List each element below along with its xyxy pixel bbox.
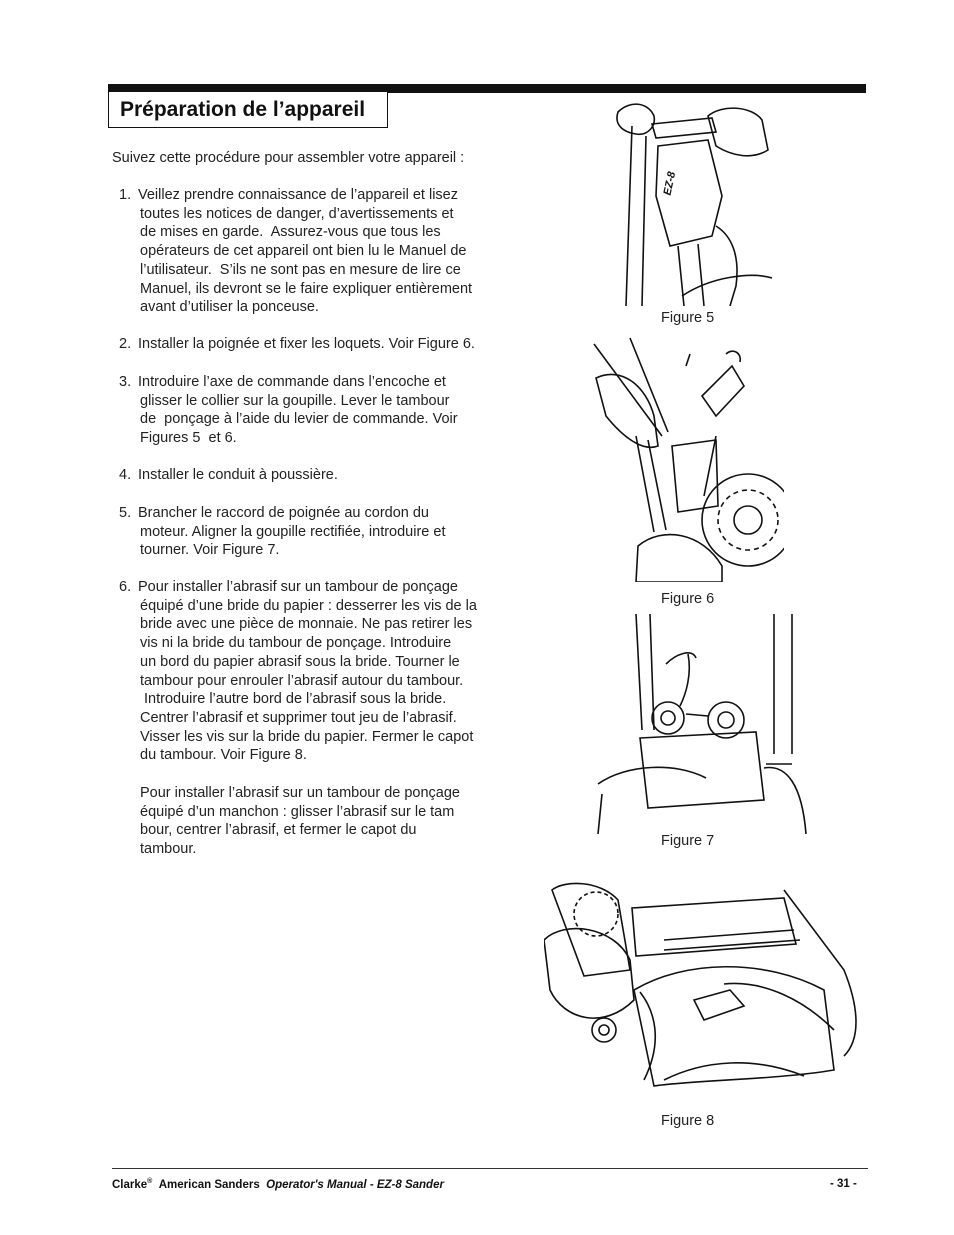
footer-left — [112, 1178, 444, 1191]
paragraph-line: bour, centrer l’abrasif, et fermer le capot du — [140, 822, 417, 839]
step-number: 1. — [119, 187, 132, 203]
step-2 — [119, 335, 519, 354]
step-line: Brancher le raccord de poignée au cordon du — [138, 505, 429, 521]
step-line: Veillez prendre connaissance de l’appareil et lisez — [138, 187, 458, 203]
step-line: moteur. Aligner la goupille rectifiée, introduire et — [140, 523, 446, 540]
step-line: Introduire l’axe de commande dans l’encoche et — [138, 374, 446, 390]
figure-6-caption: Figure 6 — [661, 591, 715, 607]
step-number: 4. — [119, 467, 132, 483]
step-5 — [119, 504, 519, 560]
step-line: de ponçage à l’aide du levier de commande. Voir — [140, 411, 458, 428]
step-number: 6. — [119, 579, 132, 595]
step-line: avant d’utiliser la ponceuse. — [140, 299, 319, 316]
step-line: Pour installer l’abrasif sur un tambour de ponçage — [138, 579, 458, 595]
step-number: 2. — [119, 336, 132, 352]
step-line: équipé d’une bride du papier : desserrer les vis de la — [140, 597, 477, 614]
paragraph-line: équipé d’un manchon : glisser l’abrasif sur le tam — [140, 803, 455, 820]
footer-company: American Sanders — [158, 1178, 260, 1191]
paragraph-line: tambour. — [140, 841, 197, 858]
step-line: un bord du papier abrasif sous la bride. Tourner le — [140, 653, 460, 670]
step-number: 5. — [119, 505, 132, 521]
step-line: opérateurs de cet appareil ont bien lu le Manuel de — [140, 243, 467, 260]
step-line: tambour pour enrouler l’abrasif autour du tambour. — [140, 672, 464, 689]
paragraph-line: Pour installer l’abrasif sur un tambour de ponçage — [140, 785, 460, 801]
step-line: l’utilisateur. S’ils ne sont pas en mesure de lire ce — [140, 261, 461, 278]
page-number: - 31 - — [830, 1178, 857, 1190]
footer-rule — [112, 1168, 868, 1169]
step-line: Centrer l’abrasif et supprimer tout jeu de l’abrasif. — [140, 709, 457, 726]
step-line: toutes les notices de danger, d’avertissements et — [140, 205, 454, 222]
figure-7-illustration — [596, 614, 808, 834]
step-line: Installer la poignée et fixer les loquets. Voir Figure 6. — [138, 336, 475, 352]
step-line: Installer le conduit à poussière. — [138, 467, 338, 483]
step-6-sleeve-paragraph — [140, 784, 520, 859]
registered-mark: ® — [147, 1178, 153, 1185]
footer-brand: Clarke — [112, 1178, 148, 1191]
step-line: Manuel, ils devront se le faire expliquer entièrement — [140, 280, 473, 297]
footer-manual-title: Operator's Manual - EZ-8 Sander — [266, 1178, 444, 1191]
figure-5-illustration — [612, 96, 772, 306]
step-line: bride avec une pièce de monnaie. Ne pas retirer les — [140, 616, 473, 633]
step-number: 3. — [119, 374, 132, 390]
step-line: Figures 5 et 6. — [140, 430, 237, 447]
figure-6-illustration — [592, 336, 784, 582]
figure-5-caption: Figure 5 — [661, 310, 715, 326]
page-title: Préparation de l’appareil — [120, 98, 366, 121]
step-line: glisser le collier sur la goupille. Lever le tambour — [140, 392, 450, 409]
step-4 — [119, 466, 519, 485]
step-3 — [119, 373, 519, 448]
figure-7-caption: Figure 7 — [661, 833, 715, 849]
step-line: vis ni la bride du tambour de ponçage. Introduire — [140, 635, 452, 652]
step-line: de mises en garde. Assurez-vous que tous les — [140, 224, 441, 241]
step-6 — [119, 578, 519, 765]
ez8-label: EZ-8 — [661, 170, 679, 197]
step-1 — [119, 186, 519, 317]
figure-8-illustration — [544, 880, 860, 1100]
step-line: tourner. Voir Figure 7. — [140, 542, 280, 559]
figure-8-caption: Figure 8 — [661, 1113, 715, 1129]
intro-text: Suivez cette procédure pour assembler votre appareil : — [112, 150, 465, 166]
section-title-box — [108, 91, 388, 128]
step-line: Introduire l’autre bord de l’abrasif sous la bride. — [140, 691, 447, 708]
step-line: du tambour. Voir Figure 8. — [140, 747, 307, 764]
step-line: Visser les vis sur la bride du papier. Fermer le capot — [140, 728, 474, 745]
